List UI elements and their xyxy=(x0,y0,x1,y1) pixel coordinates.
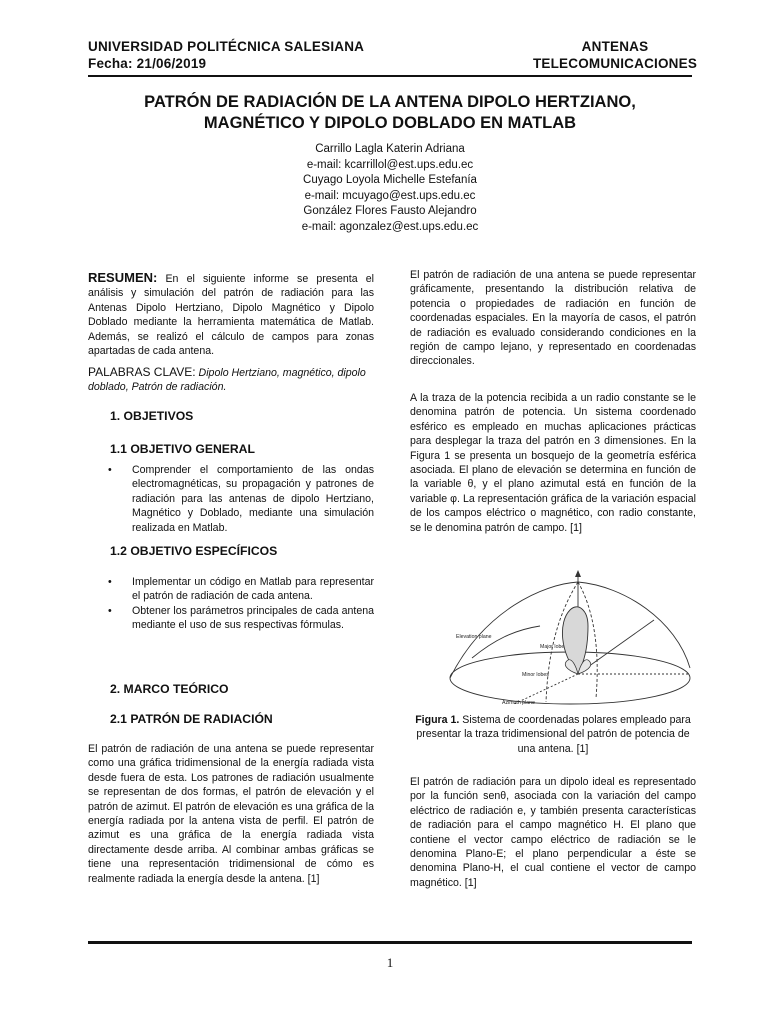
subsection-heading-general: 1.1 OBJETIVO GENERAL xyxy=(110,442,255,456)
header-rule xyxy=(88,75,692,77)
author-email: e-mail: agonzalez@est.ups.edu.ec xyxy=(301,220,479,233)
paper-title xyxy=(88,92,692,134)
specific-objectives-list xyxy=(88,575,374,633)
paragraph-dipolo-ideal: El patrón de radiación para un dipolo ideal es representado por la función senθ, asociada con la variación del campo eléctrico de radiación e, y también presenta características de radiación para el campo magnético H. El plano que contiene el vector campo eléctrico de radiación se le denomina Plano-E; el plano perpendicular a éste se denomina Plano-H, el cual contiene el vector de campo magnético. [1] xyxy=(410,776,696,889)
keywords-text: Dipolo Hertziano, magnético, dipolo doblado, Patrón de radiación. xyxy=(88,367,366,394)
figure-caption xyxy=(410,713,696,756)
footer-rule xyxy=(88,941,692,944)
author-email: e-mail: mcuyago@est.ups.edu.ec xyxy=(304,189,476,202)
abstract-label: RESUMEN: xyxy=(88,270,158,285)
general-objectives-list xyxy=(88,463,374,535)
university-name: UNIVERSIDAD POLITÉCNICA SALESIANA xyxy=(88,39,365,54)
title-line-1: PATRÓN DE RADIACIÓN DE LA ANTENA DIPOLO HERTZIANO, xyxy=(144,93,636,111)
section-heading-marco-teorico: 2. MARCO TEÓRICO xyxy=(110,682,229,696)
list-item: • Comprender el comportamiento de las ondas electromagnéticas, su propagación y patrones de radiación para las antenas de dipolo Hertziano, Magnético y Doblado, mediante una simulación realizada en Matlab. xyxy=(88,463,374,535)
abstract-text: En el siguiente informe se presenta el análisis y simulación del patrón de radiación para las Antenas Dipolo Hertziano, Dipolo Magnético y Dipolo Doblado mediante la herramienta matemática de Matlab. Además, se realizó el cálculo de campos para zonas apartadas de cada antena. xyxy=(88,273,374,358)
keywords xyxy=(88,365,374,395)
paragraph-patron-potencia: A la traza de la potencia recibida a un radio constante se le denomina patrón de potencia. Un sistema coordenado esférico es empleado en muchas aplicaciones prácticas para desplegar la traza del patrón en 3 dimensiones. En la Figura 1 se presenta un bosquejo de la geometría esférica asociada. El plano de elevación se determina en función de la variable θ, y el plano azimutal está en función de la variable φ. La representación gráfica de la variación espacial de los campos eléctrico o magnético, con radio constante, se le denomina patrón de campo. [1] xyxy=(410,392,696,534)
header-left xyxy=(88,38,364,72)
author-name: Cuyago Loyola Michelle Estefanía xyxy=(303,174,477,186)
azimuth-plane-label: Azimuth plane xyxy=(502,700,535,706)
list-item: • Implementar un código en Matlab para representar el patrón de radiación de cada antena. xyxy=(88,575,374,604)
keywords-label: PALABRAS CLAVE: xyxy=(88,365,196,379)
author-email: e-mail: kcarrillol@est.ups.edu.ec xyxy=(306,158,474,171)
paragraph-intro-right: El patrón de radiación de una antena se puede representar gráficamente, presentando la distribución relativa de potencia o propiedades de radiación en función de coordenadas espaciales. En la mayoría de casos, el patrón de radiación es evaluado considerando condiciones en la región de campo lejano, y representado en coordenadas direccionales. xyxy=(410,269,696,368)
caption-text: Sistema de coordenadas polares empleado para presentar la traza tridimensional del patrón de potencia de una antena. [1] xyxy=(416,714,691,755)
elevation-plane-label: Elevation plane xyxy=(456,634,492,640)
author-name: González Flores Fausto Alejandro xyxy=(303,205,477,217)
abstract xyxy=(88,271,374,358)
paragraph-patron-radiacion: El patrón de radiación de una antena se puede representar como una gráfica tridimensional de la energía radiada vista desde fuera de esta. Los patrones de radiación usualmente se representan de dos formas, el patrón de elevación y el patrón de azimut. El patrón de elevación es una gráfica de la energía radiada por la antena vista de perfil. El patrón de azimut es una gráfica de la energía radiada vista directamente desde arriba. Al combinar ambas gráficas se tiene una representación tridimensional de cómo es realmente radiada la energía desde la antena. [1] xyxy=(88,743,374,885)
list-item: • Obtener los parámetros principales de cada antena mediante el uso de sus respectivas fórmulas. xyxy=(88,604,374,633)
course-name: ANTENAS xyxy=(581,39,649,54)
course-program: TELECOMUNICACIONES xyxy=(532,56,698,71)
figure-spherical-coordinates xyxy=(444,570,694,708)
axis-arrowheads xyxy=(575,570,581,577)
subsection-heading-especificos: 1.2 OBJETIVO ESPECÍFICOS xyxy=(110,544,278,558)
caption-label: Figura 1. xyxy=(415,714,460,726)
author-name: Carrillo Lagla Katerin Adriana xyxy=(315,143,465,155)
major-lobe-label: Major lobe xyxy=(540,644,565,650)
section-heading-objetivos: 1. OBJETIVOS xyxy=(110,409,194,423)
document-date: Fecha: 21/06/2019 xyxy=(88,56,207,71)
title-line-2: MAGNÉTICO Y DIPOLO DOBLADO EN MATLAB xyxy=(203,114,577,132)
author-block xyxy=(88,142,692,235)
minor-lobes-label: Minor lobes xyxy=(522,672,549,678)
radiation-pattern xyxy=(562,607,590,674)
page-number: 1 xyxy=(386,955,394,970)
spherical-coordinate-diagram xyxy=(444,570,694,708)
subsection-heading-patron: 2.1 PATRÓN DE RADIACIÓN xyxy=(110,712,273,726)
header-right xyxy=(500,38,730,72)
